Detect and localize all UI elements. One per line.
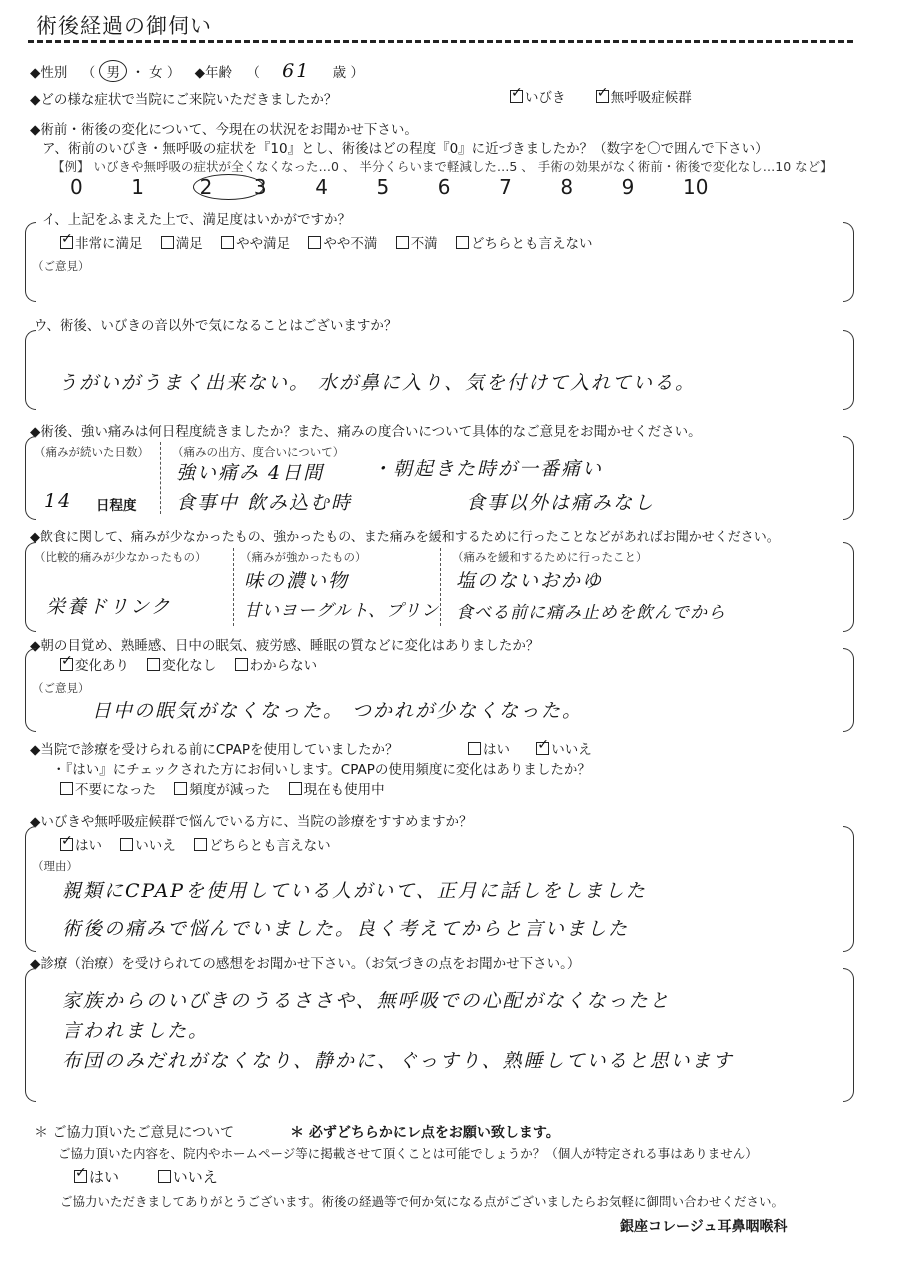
change-example: 【例】 いびきや無呼吸の症状が全くなくなった…0 、 半分くらいまで軽減した…5 、 手術の効果がなく術前・術後で変化なし…10 など】 bbox=[52, 159, 833, 174]
checkbox-icon bbox=[221, 236, 234, 249]
cpap-sub-question: ・『はい』にチェックされた方にお伺いします。CPAPの使用頻度に変化はありましたか？ bbox=[52, 762, 591, 778]
pain-degree-label: （痛みの出方、度合いについて） bbox=[172, 445, 345, 459]
scale-0[interactable]: 0 bbox=[70, 175, 83, 199]
impression-answer-3[interactable]: 布団のみだれがなくなり、静かに、ぐっすり、熟睡していると思います bbox=[62, 1050, 734, 1072]
checkbox-checked-icon bbox=[74, 1170, 87, 1183]
cpap-options bbox=[468, 738, 606, 758]
option-recommend-yes[interactable]: ✓はい bbox=[60, 838, 102, 854]
impression-question: ◆診療（治療）を受けられての感想をお聞かせ下さい。（お気づきの点をお聞かせ下さい。） bbox=[30, 956, 581, 972]
footer-note-1: ＊ ご協力頂いたご意見について bbox=[34, 1125, 235, 1141]
satisfaction-opinion-label: （ご意見） bbox=[32, 259, 90, 273]
checkbox-icon bbox=[308, 236, 321, 249]
checkbox-icon bbox=[468, 742, 481, 755]
checkbox-checked-icon bbox=[596, 90, 609, 103]
scale-5[interactable]: 5 bbox=[376, 175, 390, 199]
satisfaction-bracket-right bbox=[843, 222, 854, 302]
checkbox-checked-icon bbox=[60, 236, 73, 249]
recommend-question: ◆いびきや無呼吸症候群で悩んでいる方に、当院の診療をすすめますか？ bbox=[30, 814, 473, 830]
option-publish-yes[interactable]: ✓はい bbox=[74, 1168, 119, 1186]
checkbox-checked-icon bbox=[510, 90, 523, 103]
recommend-bracket-left bbox=[25, 826, 36, 952]
checkbox-icon bbox=[289, 782, 302, 795]
food-col2-answer-2[interactable]: 甘いヨーグルト、プリン bbox=[244, 601, 440, 621]
option-unknown[interactable]: わからない bbox=[235, 658, 318, 674]
option-no-longer-needed[interactable]: 不要になった bbox=[60, 782, 156, 798]
age-open-paren: （ bbox=[246, 65, 260, 81]
checkbox-checked-icon bbox=[536, 742, 549, 755]
pain-answer-1b[interactable]: ・朝起きた時が一番痛い bbox=[372, 458, 604, 480]
scale-1[interactable]: 1 bbox=[131, 175, 145, 199]
recommend-answer-1[interactable]: 親類にCPAPを使用している人がいて、正月に話しをしました bbox=[62, 880, 647, 902]
other-bracket-right bbox=[843, 330, 854, 410]
sex-label: ◆性別 bbox=[30, 65, 68, 81]
option-somewhat-satisfied[interactable]: やや満足 bbox=[221, 236, 290, 252]
recommend-bracket-right bbox=[843, 826, 854, 952]
pain-days-label: （痛みが続いた日数） bbox=[34, 445, 149, 459]
option-neither[interactable]: どちらとも言えない bbox=[456, 236, 593, 252]
option-apnea[interactable]: ✓ 無呼吸症候群 bbox=[596, 90, 692, 106]
checkbox-checked-icon bbox=[60, 838, 73, 851]
checkbox-icon bbox=[60, 782, 73, 795]
age-close-paren: ） bbox=[350, 65, 364, 81]
impression-bracket-right bbox=[843, 968, 854, 1102]
option-less-frequent[interactable]: 頻度が減った bbox=[174, 782, 270, 798]
option-very-satisfied[interactable]: ✓非常に満足 bbox=[60, 236, 143, 252]
sleep-options bbox=[60, 654, 331, 674]
sleep-question: ◆朝の目覚め、熟睡感、日中の眠気、疲労感、睡眠の質などに変化はありましたか？ bbox=[30, 638, 540, 654]
pain-answer-1a[interactable]: 強い痛み 4日間 bbox=[176, 462, 325, 484]
option-cpap-no[interactable]: ✓ いいえ bbox=[536, 742, 592, 758]
pain-days-unit: 日程度 bbox=[96, 498, 137, 514]
checkbox-icon bbox=[174, 782, 187, 795]
scale-2[interactable]: 2 bbox=[193, 174, 250, 200]
food-column-divider-2 bbox=[440, 548, 441, 626]
checkbox-icon bbox=[147, 658, 160, 671]
other-answer[interactable]: うがいがうまく出来ない。 水が鼻に入り、気を付けて入れている。 bbox=[58, 372, 697, 394]
scale-4[interactable]: 4 bbox=[315, 175, 328, 199]
food-col2-answer-1[interactable]: 味の濃い物 bbox=[244, 570, 350, 592]
sex-age-row bbox=[30, 60, 364, 82]
recommend-reason-label: （理由） bbox=[32, 859, 78, 873]
impression-answer-1[interactable]: 家族からのいびきのうるささや、無呼吸での心配がなくなったと bbox=[62, 990, 671, 1012]
food-col2-label: （痛みが強かったもの） bbox=[240, 550, 367, 564]
sleep-answer[interactable]: 日中の眠気がなくなった。 つかれが少なくなった。 bbox=[92, 700, 584, 722]
sex-open-paren: （ bbox=[81, 65, 96, 81]
food-col1-answer[interactable]: 栄養ドリンク bbox=[46, 596, 172, 618]
footer-publish-options bbox=[74, 1166, 232, 1187]
checkbox-icon bbox=[194, 838, 207, 851]
recommend-options bbox=[60, 834, 345, 854]
option-recommend-no[interactable]: いいえ bbox=[120, 838, 176, 854]
option-unchanged[interactable]: 変化なし bbox=[147, 658, 216, 674]
age-unit: 歳 bbox=[332, 65, 347, 81]
scale-6[interactable]: 6 bbox=[437, 175, 451, 199]
option-publish-no[interactable]: いいえ bbox=[158, 1168, 218, 1186]
option-recommend-neither[interactable]: どちらとも言えない bbox=[194, 838, 331, 854]
sex-female-option[interactable]: 女 bbox=[149, 65, 163, 81]
other-question: ウ、術後、いびきの音以外で気になることはございますか？ bbox=[34, 318, 398, 334]
footer-note-2: ＊ 必ずどちらかにレ点をお願い致します。 bbox=[290, 1125, 560, 1141]
page-title: 術後経過の御伺い bbox=[36, 14, 212, 38]
option-satisfied[interactable]: 満足 bbox=[161, 236, 203, 252]
pain-answer-2a[interactable]: 食事中 飲み込む時 bbox=[176, 492, 353, 514]
sleep-bracket-right bbox=[843, 648, 854, 732]
checkbox-checked-icon bbox=[60, 658, 73, 671]
recommend-answer-2[interactable]: 術後の痛みで悩んでいました。良く考えてからと言いました bbox=[62, 918, 630, 940]
title-divider bbox=[28, 40, 853, 43]
checkbox-icon bbox=[120, 838, 133, 851]
sex-close-paren: ） bbox=[166, 65, 181, 81]
pain-bracket-right bbox=[843, 436, 854, 520]
satisfaction-question: イ、上記をふまえた上で、満足度はいかがですか？ bbox=[42, 212, 352, 228]
checkbox-icon bbox=[161, 236, 174, 249]
checkbox-icon bbox=[396, 236, 409, 249]
scale-9[interactable]: 9 bbox=[621, 175, 635, 199]
cpap-sub-options bbox=[60, 778, 399, 798]
footer-thanks: ご協力いただきましてありがとうございます。術後の経過等で何か気になる点がございましたらお気軽に御問い合わせください。 bbox=[60, 1194, 785, 1209]
change-scale bbox=[70, 174, 740, 200]
impression-answer-2[interactable]: 言われました。 bbox=[62, 1020, 210, 1042]
pain-column-divider bbox=[160, 442, 161, 514]
change-sub-question: ア、術前のいびき・無呼吸の症状を『10』とし、術後はどの程度『0』に近づきましたか？（数字を〇で囲んで下さい） bbox=[42, 141, 769, 157]
scale-3[interactable]: 3 bbox=[253, 175, 267, 199]
scale-8[interactable]: 8 bbox=[560, 175, 574, 199]
sleep-opinion-label: （ご意見） bbox=[32, 681, 90, 695]
footer-publish-question: ご協力頂いた内容を、院内やホームページ等に掲載させて頂くことは可能でしょうか？（個人が特定される事はありません） bbox=[58, 1146, 758, 1161]
option-snoring[interactable]: ✓ いびき bbox=[510, 90, 566, 106]
food-column-divider-1 bbox=[233, 548, 234, 626]
impression-bracket-left bbox=[25, 968, 36, 1102]
change-question: ◆術前・術後の変化について、今現在の状況をお聞かせ下さい。 bbox=[30, 122, 418, 138]
option-still-using[interactable]: 現在も使用中 bbox=[289, 782, 385, 798]
symptoms-question: ◆どの様な症状で当院にご来院いただきましたか？ bbox=[30, 92, 338, 108]
checkbox-icon bbox=[235, 658, 248, 671]
checkbox-icon bbox=[158, 1170, 171, 1183]
option-cpap-yes[interactable]: はい bbox=[468, 742, 510, 758]
food-col3-answer-1[interactable]: 塩のないおかゆ bbox=[456, 570, 604, 592]
clinic-name: 銀座コレージュ耳鼻咽喉科 bbox=[620, 1219, 788, 1235]
food-bracket-right bbox=[843, 542, 854, 632]
age-label: ◆年齢 bbox=[194, 65, 233, 81]
pain-answer-2b[interactable]: 食事以外は痛みなし bbox=[466, 492, 656, 514]
checkbox-icon bbox=[456, 236, 469, 249]
food-question: ◆飲食に関して、痛みが少なかったもの、強かったもの、また痛みを緩和するために行ったことなどがあればお聞かせください。 bbox=[30, 530, 780, 545]
sex-male-option[interactable]: 男 bbox=[99, 60, 127, 82]
other-bracket-left bbox=[25, 330, 36, 410]
age-value[interactable]: 61 bbox=[282, 60, 311, 82]
option-changed[interactable]: ✓変化あり bbox=[60, 658, 129, 674]
food-col3-label: （痛みを緩和するために行ったこと） bbox=[452, 550, 648, 564]
pain-days-value[interactable]: 14 bbox=[44, 490, 73, 512]
satisfaction-options bbox=[60, 232, 606, 252]
cpap-question: ◆当院で診療を受けられる前にCPAPを使用していましたか？ bbox=[30, 742, 399, 758]
scale-7[interactable]: 7 bbox=[499, 175, 512, 199]
option-somewhat-dissatisfied[interactable]: やや不満 bbox=[308, 236, 377, 252]
sex-separator: ・ bbox=[131, 65, 145, 81]
food-col1-label: （比較的痛みが少なかったもの） bbox=[34, 550, 207, 564]
scale-10[interactable]: 10 bbox=[682, 175, 709, 199]
option-dissatisfied[interactable]: 不満 bbox=[396, 236, 438, 252]
pain-question: ◆術後、強い痛みは何日程度続きましたか？また、痛みの度合いについて具体的なご意見をお聞かせください。 bbox=[30, 424, 702, 440]
food-col3-answer-2[interactable]: 食べる前に痛み止めを飲んでから bbox=[456, 603, 726, 623]
symptoms-options bbox=[510, 86, 706, 106]
